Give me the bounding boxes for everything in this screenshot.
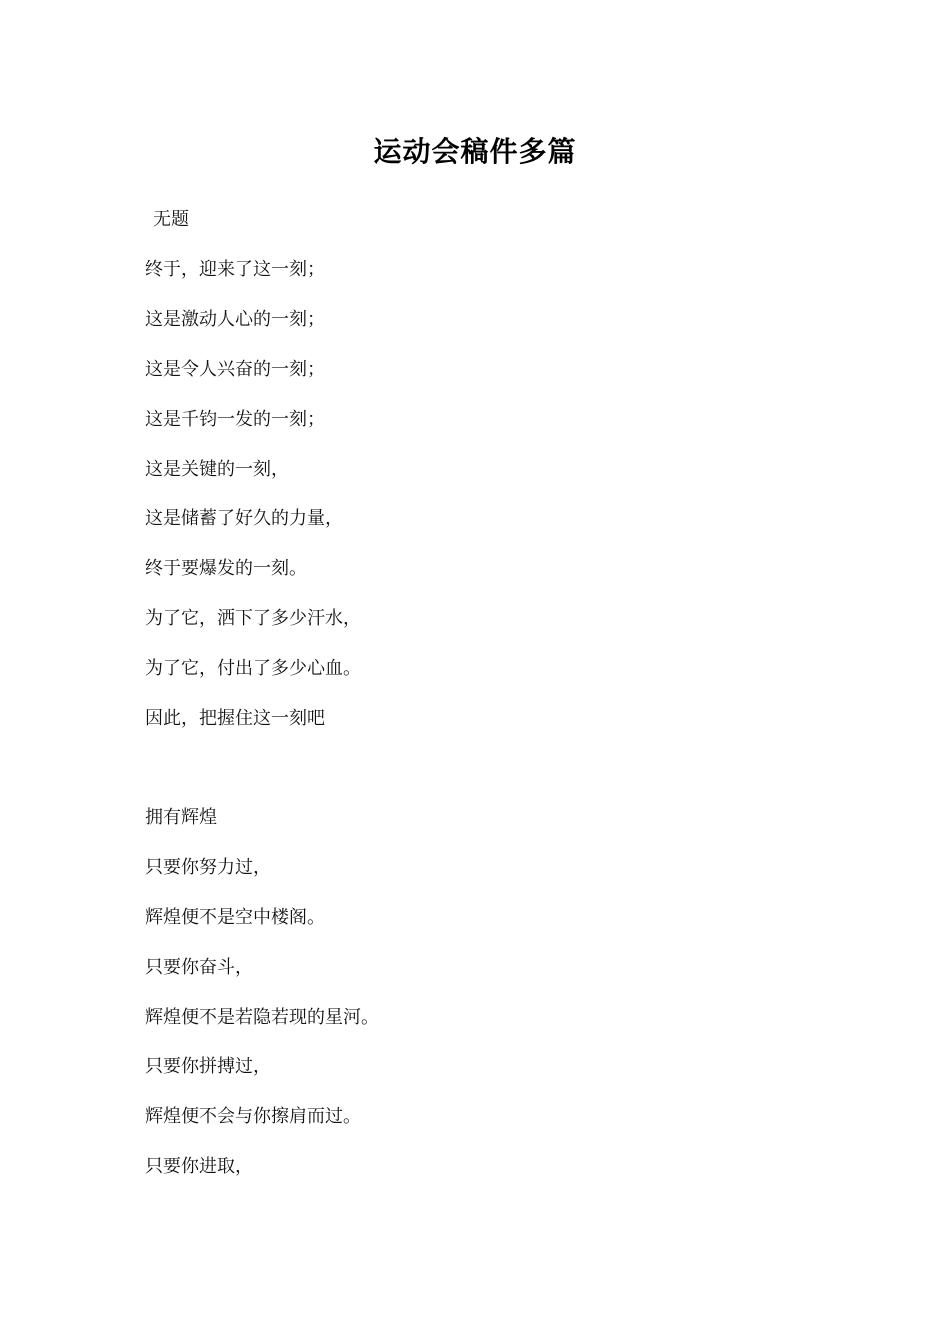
poem-line: 只要你拼搏过， xyxy=(145,1056,271,1077)
poem-line: 这是关键的一刻， xyxy=(145,459,289,480)
poem-line: 这是储蓄了好久的力量， xyxy=(145,508,343,529)
poem-line: 辉煌便不是若隐若现的星河。 xyxy=(145,1007,379,1028)
poem-line: 因此，把握住这一刻吧 xyxy=(145,708,325,729)
poem-line: 这是令人兴奋的一刻； xyxy=(145,359,325,380)
poem-line: 为了它，洒下了多少汗水， xyxy=(145,608,361,629)
poem-line: 辉煌便不会与你擦肩而过。 xyxy=(145,1106,361,1127)
poem-line: 终于要爆发的一刻。 xyxy=(145,558,307,579)
poem-title: 拥有辉煌 xyxy=(145,807,217,828)
poem-title: 无题 xyxy=(153,209,189,230)
poem-line: 终于，迎来了这一刻； xyxy=(145,259,325,280)
poem-line: 只要你奋斗， xyxy=(145,957,253,978)
poem-line: 只要你努力过， xyxy=(145,857,271,878)
poem-line: 这是激动人心的一刻； xyxy=(145,309,325,330)
document-title: 运动会稿件多篇 xyxy=(373,135,577,168)
poem-line: 这是千钧一发的一刻； xyxy=(145,409,325,430)
poem-line: 为了它，付出了多少心血。 xyxy=(145,658,361,679)
poem-line: 只要你进取， xyxy=(145,1156,253,1177)
poem-line: 辉煌便不是空中楼阁。 xyxy=(145,907,325,928)
